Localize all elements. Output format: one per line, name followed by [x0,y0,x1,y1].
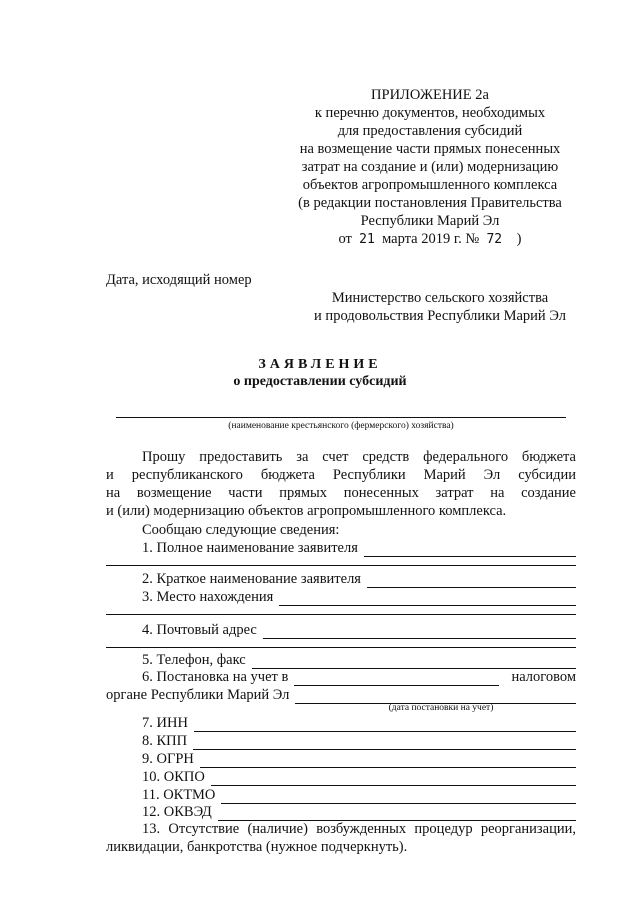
resolution-number: 72 [486,232,503,247]
paragraph-line: 13. Отсутствие (наличие) возбужденных процедур реорганизации, [142,821,576,837]
field-postal-address: 4. Почтовый адрес [142,621,576,639]
field-tax-registration: 6. Постановка на учет в налоговом [142,669,576,685]
appendix-line: к перечню документов, необходимых [314,105,546,121]
paragraph-line: и республиканского бюджета Республики Марий Эл субсидии [106,467,576,483]
postal-address-input[interactable] [263,626,576,639]
paragraph-line: на возмещение части прямых понесенных затрат на создание [106,485,576,501]
document-subtitle: о предоставлении субсидий [233,374,407,389]
resolution-date-line [270,230,590,249]
ogrn-input[interactable] [200,755,576,768]
field-okved: 12. ОКВЭД [142,803,576,821]
appendix-line: объектов агропромышленного комплекса [302,177,558,193]
kpp-input[interactable] [193,737,576,750]
ministry-line: Министерство сельского хозяйства [331,290,549,306]
appendix-line: на возмещение части прямых понесенных [299,141,561,157]
field-short-name: 2. Краткое наименование заявителя [142,570,576,588]
date-prefix: от [338,231,352,247]
ministry-line: и продовольствия Республики Марий Эл [314,308,566,324]
date-day: 21 [359,232,375,247]
farm-name-caption: (наименование крестьянского (фермерского) хозяйства) [228,421,454,431]
postal-address-continuation-line[interactable] [106,647,576,648]
farm-name-field[interactable] [116,417,566,418]
paragraph-line: и (или) модернизацию объектов агропромышленного комплекса. [106,503,507,519]
short-name-input[interactable] [367,575,576,588]
field-location: 3. Место нахождения [142,588,576,606]
registration-date-caption: (дата постановки на учет) [388,703,494,713]
field-tax-registration-line2: органе Республики Марий Эл [106,686,576,704]
appendix-line: (в редакции постановления Правительства [298,195,562,211]
location-input[interactable] [279,593,576,606]
request-paragraph [106,448,576,520]
appendix-line: затрат на создание и (или) модернизацию [301,159,559,175]
field-full-name: 1. Полное наименование заявителя [142,539,576,557]
field-kpp: 8. КПП [142,732,576,750]
full-name-continuation-line[interactable] [106,565,576,566]
tax-office-input[interactable] [294,673,499,686]
ministry-addressee [290,289,590,325]
inn-input[interactable] [194,719,576,732]
field-inn: 7. ИНН [142,714,576,732]
field-phone-fax: 5. Телефон, факс [142,651,576,669]
field-okpo: 10. ОКПО [142,768,576,786]
okpo-input[interactable] [211,773,576,786]
appendix-line: ПРИЛОЖЕНИЕ 2а [371,87,489,103]
paragraph-line: Прошу предоставить за счет средств федерального бюджета [142,449,576,465]
date-rest: марта 2019 г. № [382,231,480,247]
date-outgoing-number-label: Дата, исходящий номер [106,272,252,288]
field-ogrn: 9. ОГРН [142,750,576,768]
location-continuation-line[interactable] [106,614,576,615]
paragraph-line: ликвидации, банкротства (нужное подчеркнуть). [106,839,408,855]
appendix-line: Республики Марий Эл [360,213,500,229]
date-suffix: ) [516,231,522,247]
full-name-input[interactable] [364,544,576,557]
reorganization-paragraph [106,820,576,856]
appendix-line: для предоставления субсидий [337,123,523,139]
field-oktmo: 11. ОКТМО [142,786,576,804]
info-intro: Сообщаю следующие сведения: [142,522,340,538]
document-title: ЗАЯВЛЕНИЕ [258,357,382,372]
appendix-header [270,86,590,249]
